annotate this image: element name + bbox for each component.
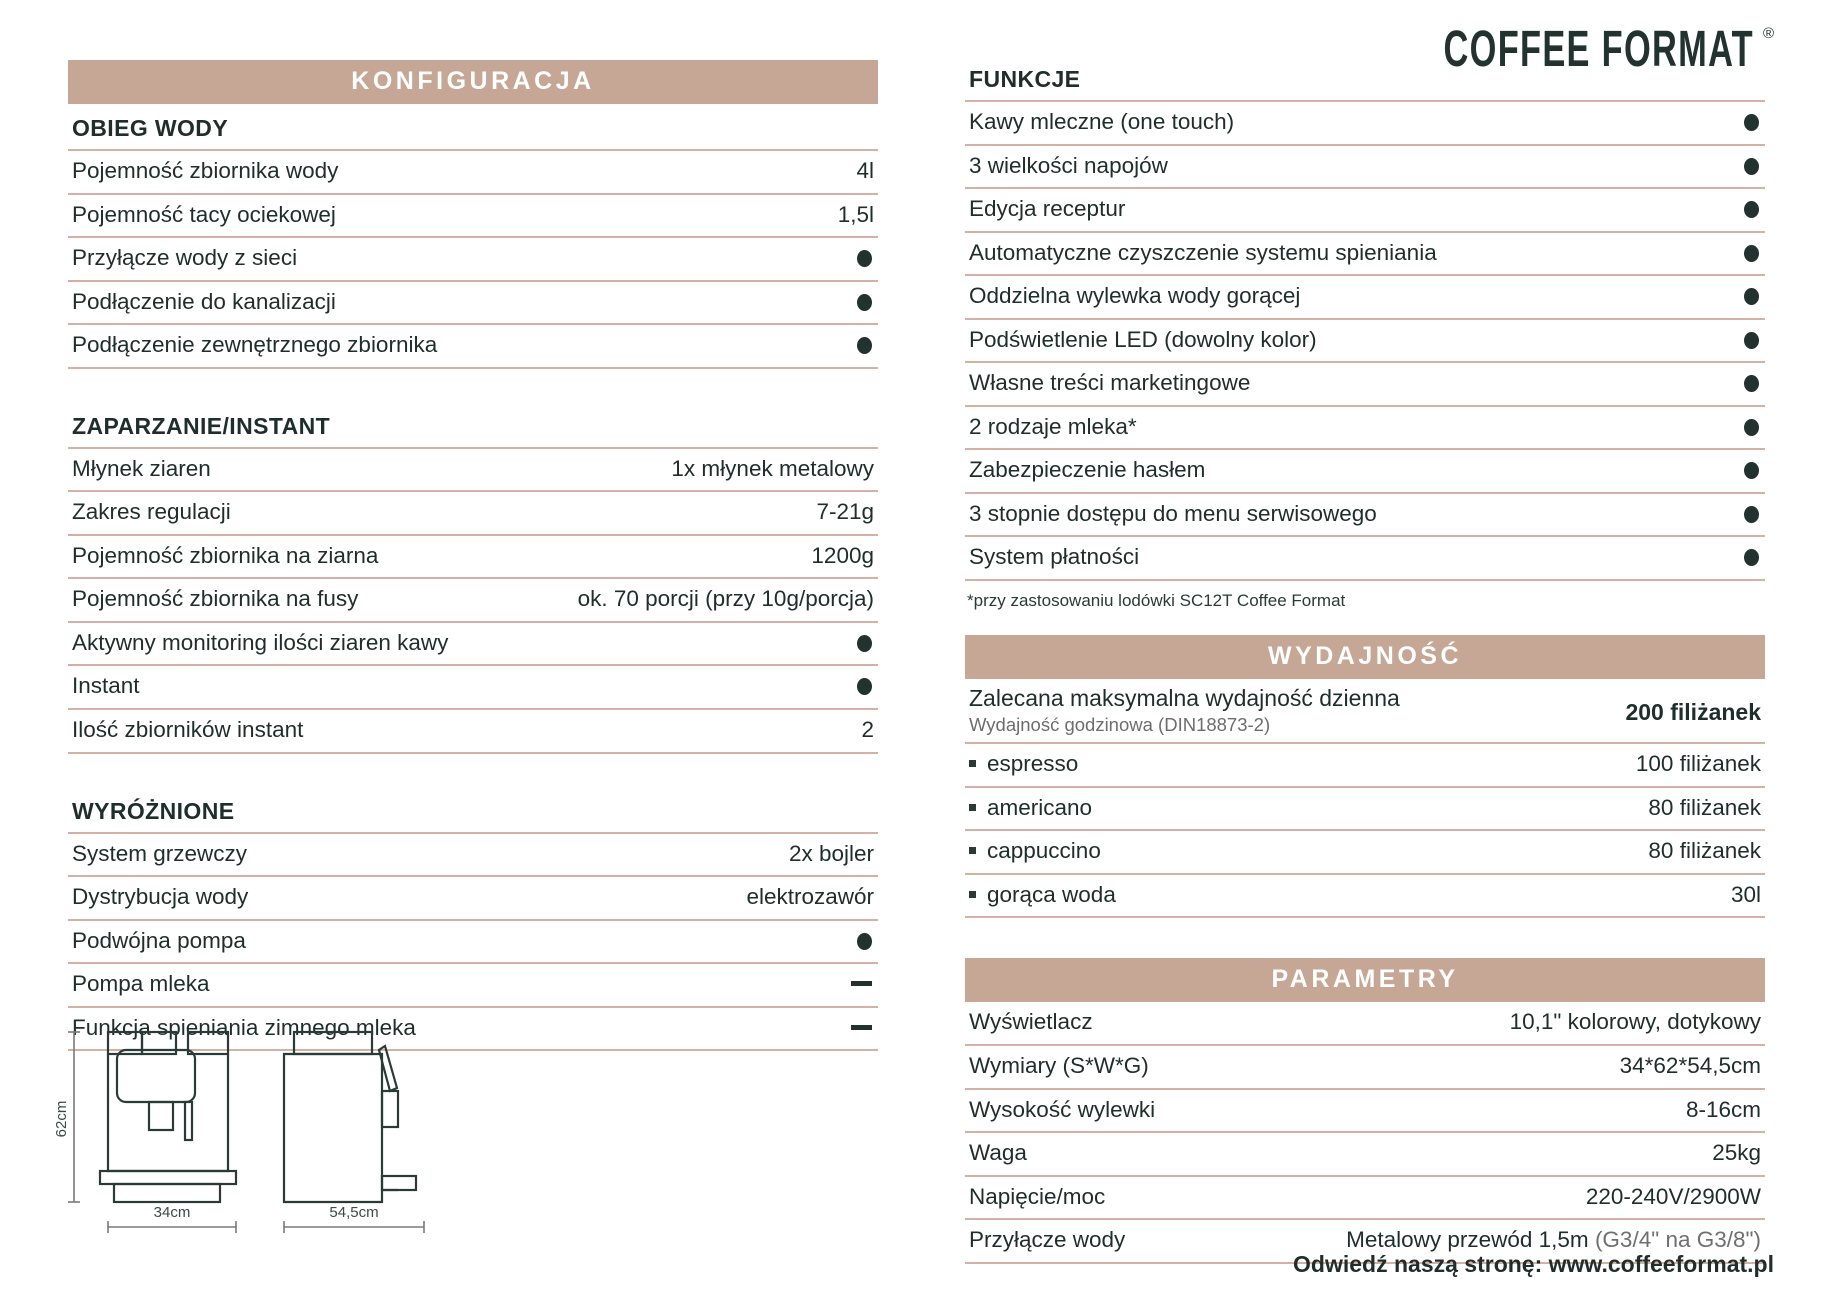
dimension-width-label: 34cm [153,1204,191,1221]
row-value: 30l [1730,881,1761,907]
row-value: 220-240V/2900W [1585,1183,1761,1209]
table-row [965,1044,1765,1088]
section-heading-zaparzanie-instant: ZAPARZANIE/INSTANT [72,412,331,439]
table-row [68,919,878,963]
row-label: Edycja receptur [969,196,1126,222]
row-value [857,332,874,359]
table-row [965,274,1765,318]
excluded-dash-icon [851,981,872,986]
table-row-primary [965,679,1765,742]
included-dot-icon [857,678,872,695]
table-funkcje [965,100,1765,581]
row-value [851,1015,874,1042]
included-dot-icon [857,337,872,354]
table-row [68,832,878,876]
row-label: Wymiary (S*W*G) [969,1053,1149,1078]
row-value: 34*62*54,5cm [1619,1053,1761,1078]
row-label: Pojemność zbiornika na fusy [72,586,359,612]
row-label: Przyłącze wody [969,1227,1126,1253]
row-label: gorąca woda [969,882,1130,909]
row-value [851,971,874,998]
section-heading-funkcje: FUNKCJE [969,66,1081,92]
row-value: 4l [856,158,874,183]
row-value: ok. 70 porcji (przy 10g/porcja) [577,586,874,612]
table-obieg-wody [68,149,878,369]
row-label: Instant [72,673,140,699]
row-label: System grzewczy [72,840,248,866]
spacer [965,918,1765,958]
row-value: 100 filiżanek [1635,751,1761,777]
brand-name: COFFEE FORMAT [1443,21,1754,78]
row-label: Kawy mleczne (one touch) [969,109,1235,134]
row-value [1744,544,1761,571]
row-value: 2x bojler [788,840,874,866]
row-value-note: (G3/4" na G3/8") [1594,1227,1761,1253]
row-value [1744,283,1761,310]
section-heading-wyroznione: WYRÓŻNIONE [72,797,235,824]
row-value [857,673,874,700]
row-value [1744,370,1761,397]
included-dot-icon [1744,549,1759,566]
table-row [965,829,1765,873]
row-value [857,289,874,316]
table-row [965,786,1765,830]
row-label: Ilość zbiorników instant [72,717,304,743]
row-label: Zakres regulacji [72,499,231,525]
row-label: Automatyczne czyszczenie systemu spieniania [969,239,1437,265]
included-dot-icon [1744,288,1759,305]
row-value: 7-21g [816,499,874,525]
included-dot-icon [1744,332,1759,349]
row-value [1744,414,1761,441]
included-dot-icon [1744,506,1759,523]
table-row [965,405,1765,449]
dimension-depth-label: 54,5cm [329,1204,379,1221]
table-row [965,873,1765,919]
row-label: Podłączenie zewnętrznego zbiornika [72,332,438,358]
row-label: 3 wielkości napojów [969,152,1168,178]
row-label: Podwójna pompa [72,927,246,953]
table-row [68,708,878,754]
square-bullet-icon [969,804,976,811]
row-value: Metalowy przewód 1,5m (G3/4" na G3/8") [1346,1227,1761,1253]
table-row [965,318,1765,362]
table-row [965,144,1765,188]
row-label: Zalecana maksymalna wydajność dzienna [969,685,1400,712]
row-label: Młynek ziaren [72,455,211,481]
table-row [965,535,1765,581]
spacer [965,611,1765,635]
row-value: 2 [861,717,874,743]
row-label: Podłączenie do kanalizacji [72,288,336,314]
row-value [857,630,874,657]
row-value [1744,153,1761,180]
square-bullet-icon [969,847,976,854]
row-label: Wyświetlacz [969,1009,1093,1035]
row-value [1744,109,1761,136]
funkcje-footnote: *przy zastosowaniu lodówki SC12T Coffee Format [967,591,1346,611]
row-value: 25kg [1712,1140,1761,1166]
table-row [965,448,1765,492]
row-value: 80 filiżanek [1648,794,1761,820]
table-row [68,664,878,708]
table-row [965,1131,1765,1175]
row-label: Napięcie/moc [969,1183,1106,1209]
row-label: Oddzielna wylewka wody gorącej [969,283,1301,309]
table-row [965,361,1765,405]
spacer [68,369,878,409]
row-value: 8-16cm [1685,1096,1761,1122]
row-label: Waga [969,1140,1027,1166]
right-column [965,55,1765,1264]
included-dot-icon [857,635,872,652]
left-column [68,60,878,1051]
included-dot-icon [857,294,872,311]
row-sublabel: Wydajność godzinowa (DIN18873-2) [969,714,1271,736]
table-row [965,1175,1765,1219]
row-value: 1x młynek metalowy [671,455,874,481]
table-row [965,1088,1765,1132]
wydajnosc-banner: WYDAJNOŚĆ [965,635,1765,679]
technical-drawing [52,1024,472,1239]
dimension-diagram-svg [52,1024,472,1239]
included-dot-icon [857,933,872,950]
footer-website: Odwiedź naszą stronę: www.coffeeformat.pl [1293,1251,1774,1277]
row-label: 3 stopnie dostępu do menu serwisowego [969,500,1377,526]
row-label: Funkcja spieniania zimnego mleka [72,1014,416,1040]
row-value [857,245,874,272]
row-label: Pojemność tacy ociekowej [72,201,336,227]
table-row [68,490,878,534]
included-dot-icon [1744,462,1759,479]
table-row [68,236,878,280]
table-row [68,621,878,665]
row-value: 10,1" kolorowy, dotykowy [1509,1009,1761,1035]
included-dot-icon [1744,158,1759,175]
row-label: Zabezpieczenie hasłem [969,457,1206,483]
row-label: americano [969,795,1106,822]
included-dot-icon [1744,245,1759,262]
row-label: Dystrybucja wody [72,884,249,910]
row-value: 200 filiżanek [1625,699,1761,726]
table-wydajnosc [965,679,1765,918]
row-label: 2 rodzaje mleka* [969,413,1137,439]
parametry-banner: PARAMETRY [965,958,1765,1002]
table-wyroznione [68,832,878,1052]
table-row [68,962,878,1006]
table-row [68,323,878,369]
table-parametry [965,1002,1765,1263]
table-row [68,280,878,324]
konfiguracja-banner: KONFIGURACJA [68,60,878,104]
section-heading-obieg-wody: OBIEG WODY [72,115,229,141]
row-label: Aktywny monitoring ilości ziaren kawy [72,629,449,655]
row-label-group [969,685,1400,736]
included-dot-icon [1744,419,1759,436]
row-value: 80 filiżanek [1648,838,1761,864]
table-row [965,492,1765,536]
row-label: Przyłącze wody z sieci [72,245,298,271]
excluded-dash-icon [851,1025,872,1030]
included-dot-icon [1744,201,1759,218]
table-row [68,193,878,237]
table-row [68,149,878,193]
row-label: System płatności [969,544,1140,570]
table-row [965,187,1765,231]
table-row [965,100,1765,144]
table-row [68,534,878,578]
table-row [965,1002,1765,1044]
table-zaparzanie-instant [68,447,878,754]
included-dot-icon [1744,114,1759,131]
row-label: espresso [969,751,1092,778]
row-label: Pompa mleka [72,971,210,997]
row-label: Pojemność zbiornika wody [72,158,339,183]
table-row [965,742,1765,786]
row-value [1744,501,1761,528]
row-label: cappuccino [969,838,1115,865]
row-label: Pojemność zbiornika na ziarna [72,542,379,568]
registered-trademark-icon: ® [1762,25,1774,42]
row-value: 1200g [811,542,874,568]
included-dot-icon [1744,375,1759,392]
row-value [857,928,874,955]
spacer [68,754,878,794]
row-value: elektrozawór [746,884,874,910]
table-row [965,231,1765,275]
row-value [1744,196,1761,223]
dimension-height-label: 62cm [53,1100,70,1138]
table-row [68,447,878,491]
square-bullet-icon [969,891,976,898]
square-bullet-icon [969,760,976,767]
included-dot-icon [857,250,872,267]
row-value [1744,457,1761,484]
table-row [68,577,878,621]
row-label: Wysokość wylewki [969,1096,1156,1122]
table-row [68,875,878,919]
row-value [1744,240,1761,267]
row-label: Własne treści marketingowe [969,370,1251,396]
row-value: 1,5l [837,201,874,227]
row-value [1744,327,1761,354]
row-label: Podświetlenie LED (dowolny kolor) [969,326,1317,352]
